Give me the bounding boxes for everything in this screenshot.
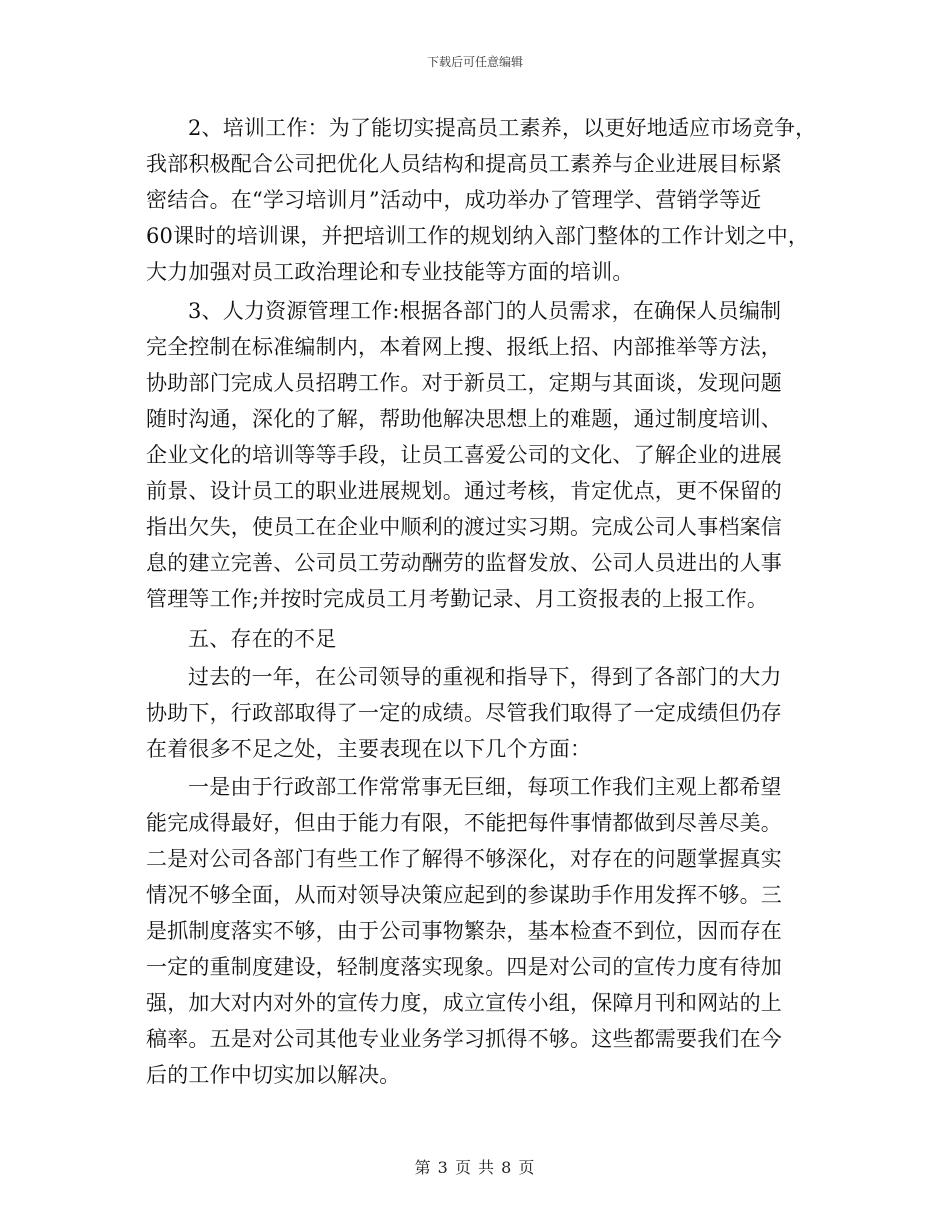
- page-number-footer: 第 3 页 共 8 页: [414, 1158, 536, 1177]
- text-line: 企业文化的培训等等手段，让员工喜爱公司的文化、了解企业的进展: [146, 443, 782, 467]
- page-header: 下载后可任意编辑: [426, 55, 523, 69]
- text-line: 一是由于行政部工作常常事无巨细，每项工作我们主观上都希望: [188, 775, 782, 799]
- text-line: 稿率。五是对公司其他专业业务学习抓得不够。这些都需要我们在今: [146, 1027, 782, 1051]
- text-line: 协助部门完成人员招聘工作。对于新员工，定期与其面谈，发现问题: [146, 371, 782, 395]
- text-line: 一定的重制度建设，轻制度落实现象。四是对公司的宣传力度有待加: [146, 955, 782, 979]
- text-line: 指出欠失，使员工在企业中顺利的渡过实习期。完成公司人事档案信: [146, 515, 782, 539]
- text-line: 过去的一年，在公司领导的重视和指导下，得到了各部门的大力: [188, 665, 782, 689]
- text-line: 前景、设计员工的职业进展规划。通过考核，肯定优点，更不保留的: [146, 479, 782, 503]
- text-line: 在着很多不足之处，主要表现在以下几个方面：: [146, 737, 592, 761]
- text-line: 息的建立完善、公司员工劳动酬劳的监督发放、公司人员进出的人事: [146, 551, 782, 575]
- text-line: 2、培训工作：为了能切实提高员工素养，以更好地适应市场竞争，: [188, 116, 817, 140]
- text-line: 强，加大对内对外的宣传力度，成立宣传小组，保障月刊和网站的上: [146, 991, 782, 1015]
- text-line: 大力加强对员工政治理论和专业技能等方面的培训。: [146, 260, 634, 284]
- text-line: 管理等工作;并按时完成员工月考勤记录、月工资报表的上报工作。: [146, 587, 769, 611]
- text-line: 是抓制度落实不够，由于公司事物繁杂，基本检查不到位，因而存在: [146, 919, 782, 943]
- text-line: 密结合。在“学习培训月”活动中，成功举办了管理学、营销学等近: [146, 188, 762, 212]
- text-line: 情况不够全面，从而对领导决策应起到的参谋助手作用发挥不够。三: [146, 883, 782, 907]
- text-line: 能完成得最好，但由于能力有限，不能把每件事情都做到尽善尽美。: [146, 811, 782, 835]
- text-line: 60课时的培训课，并把培训工作的规划纳入部门整体的工作计划之中，: [146, 224, 810, 248]
- section-heading: 五、存在的不足: [188, 627, 337, 651]
- text-line: 我部积极配合公司把优化人员结构和提高员工素养与企业进展目标紧: [146, 152, 782, 176]
- text-line: 随时沟通，深化的了解，帮助他解决思想上的难题，通过制度培训、: [146, 407, 782, 431]
- text-line: 后的工作中切实加以解决。: [146, 1063, 401, 1087]
- text-line: 完全控制在标准编制内，本着网上搜、报纸上招、内部推举等方法，: [146, 335, 782, 359]
- text-line: 协助下，行政部取得了一定的成绩。尽管我们取得了一定成绩但仍存: [146, 701, 782, 725]
- text-line: 3、人力资源管理工作:根据各部门的人员需求，在确保人员编制: [188, 299, 782, 323]
- text-line: 二是对公司各部门有些工作了解得不够深化，对存在的问题掌握真实: [146, 847, 782, 871]
